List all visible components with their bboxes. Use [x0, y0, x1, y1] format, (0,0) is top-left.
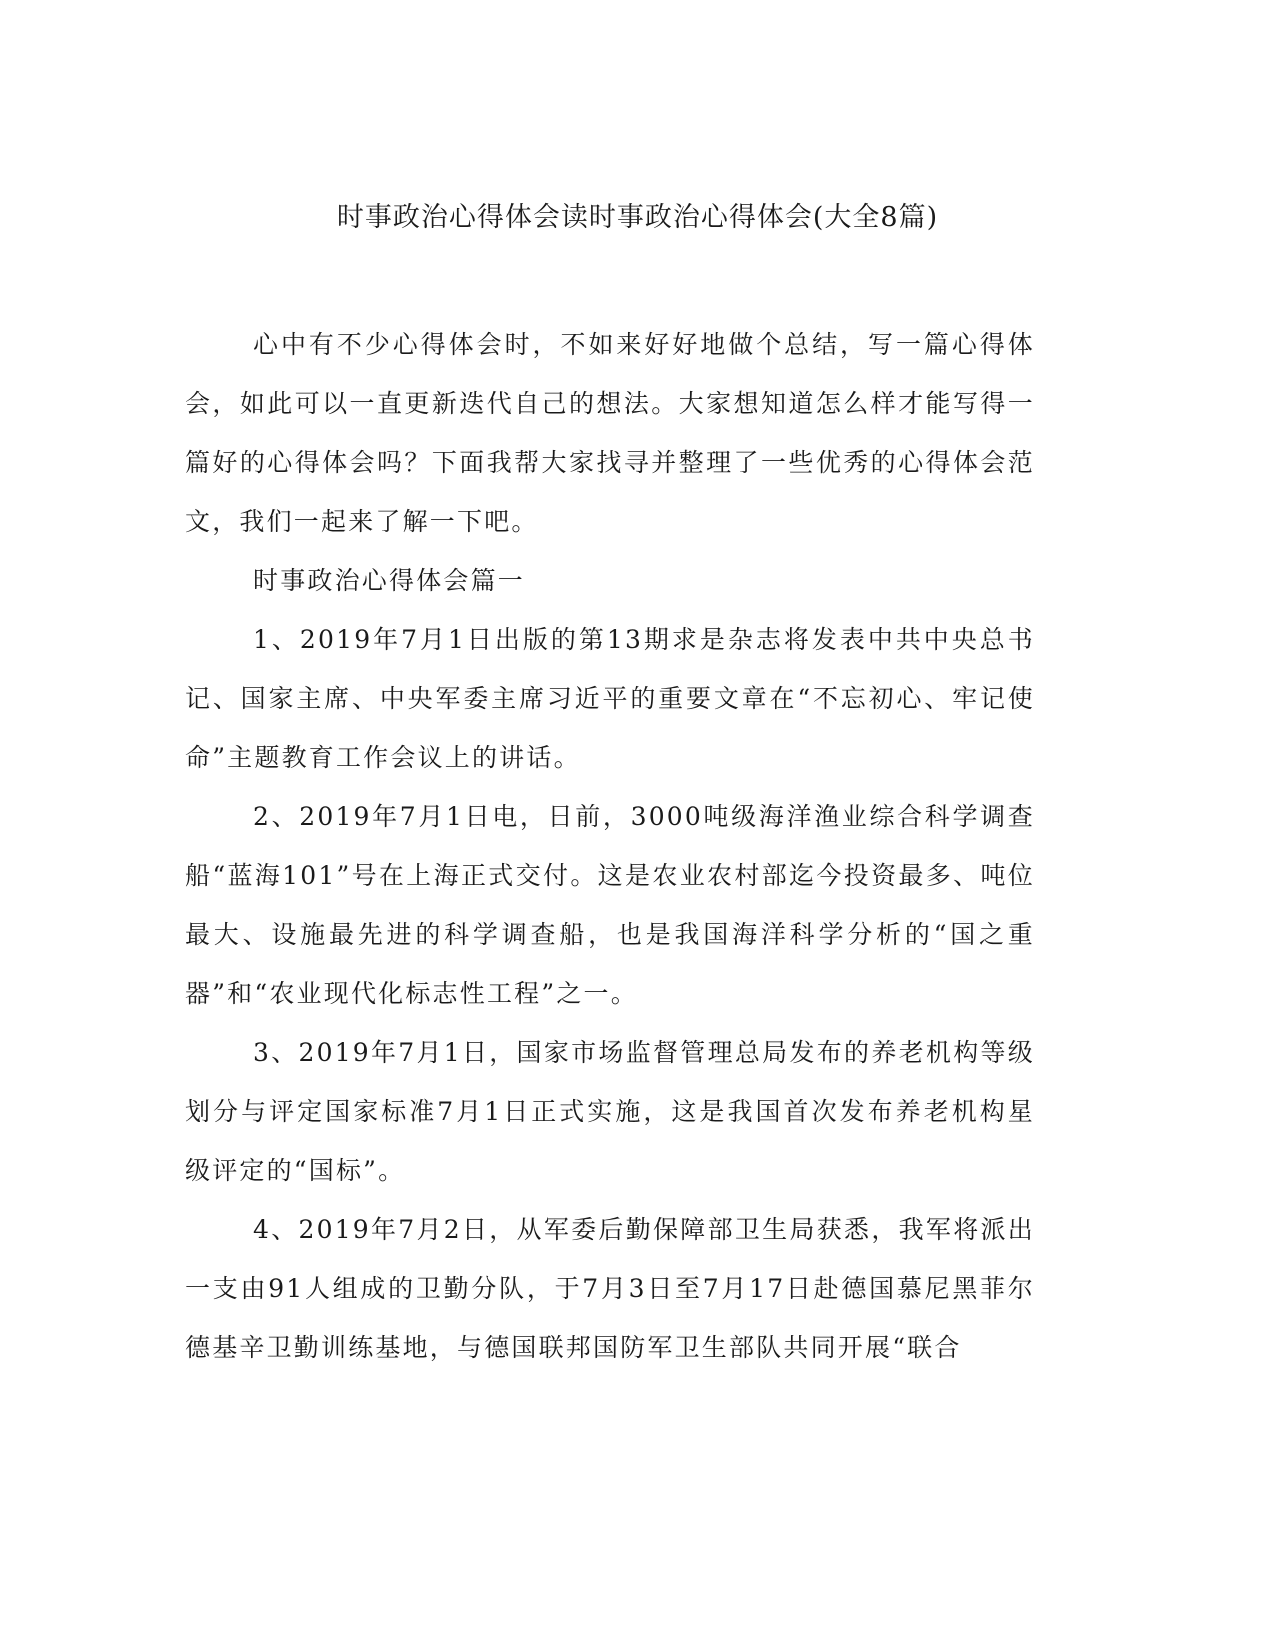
news-item-4: 4、2019年7月2日，从军委后勤保障部卫生局获悉，我军将派出一支由91人组成的卫勤分队，于7月3日至7月17日赴德国慕尼黑菲尔德基辛卫勤训练基地，与德国联邦国防军卫生部队共同开展“联合: [185, 1215, 1035, 1362]
document-body: [185, 315, 1035, 1377]
news-item-1: 1、2019年7月1日出版的第13期求是杂志将发表中共中央总书记、国家主席、中央军委主席习近平的重要文章在“不忘初心、牢记使命”主题教育工作会议上的讲话。: [185, 625, 1035, 772]
intro-paragraph: 心中有不少心得体会时，不如来好好地做个总结，写一篇心得体会，如此可以一直更新迭代自己的想法。大家想知道怎么样才能写得一篇好的心得体会吗？下面我帮大家找寻并整理了一些优秀的心得体会范文，我们一起来了解一下吧。: [185, 330, 1035, 536]
news-item-3: 3、2019年7月1日，国家市场监督管理总局发布的养老机构等级划分与评定国家标准7月1日正式实施，这是我国首次发布养老机构星级评定的“国标”。: [185, 1038, 1035, 1185]
document-title: 时事政治心得体会读时事政治心得体会(大全8篇): [336, 202, 939, 233]
news-item-2: 2、2019年7月1日电，日前，3000吨级海洋渔业综合科学调查船“蓝海101”号在上海正式交付。这是农业农村部迄今投资最多、吨位最大、设施最先进的科学调查船，也是我国海洋科学分析的“国之重器”和“农业现代化标志性工程”之一。: [185, 802, 1035, 1008]
section-heading: 时事政治心得体会篇一: [253, 566, 526, 595]
